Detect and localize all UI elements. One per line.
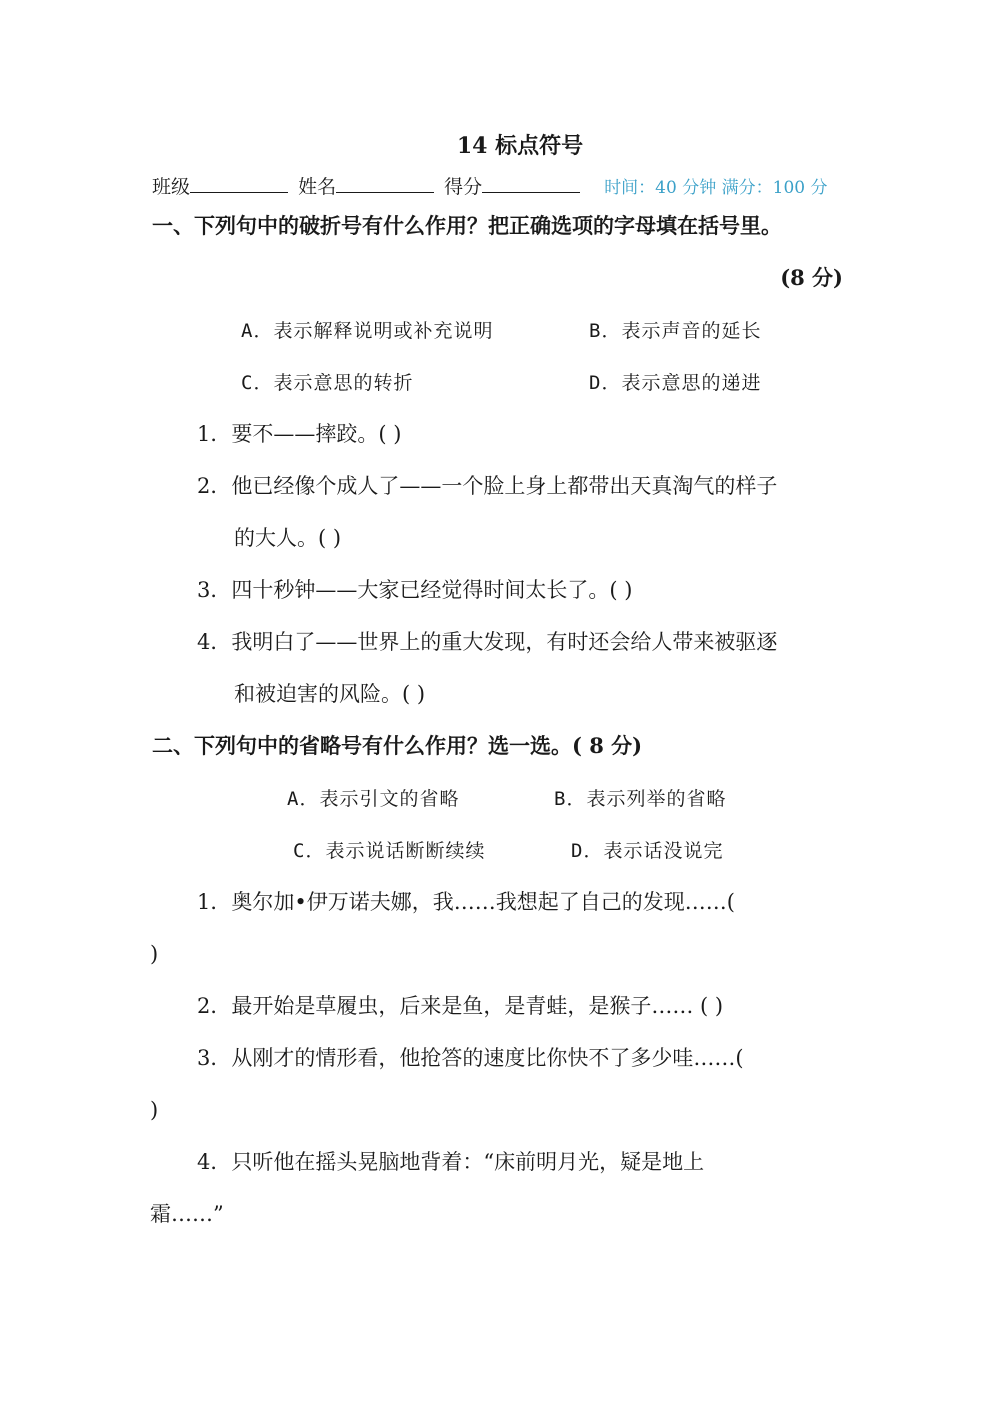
class-label: 班级 [152, 176, 191, 198]
score-blank[interactable] [482, 174, 580, 193]
section1-option-a: A．表示解释说明或补充说明 [241, 320, 494, 342]
section2-option-b: B．表示列举的省略 [554, 788, 727, 810]
section2-option-a: A．表示引文的省略 [287, 788, 460, 810]
time-info: 时间：40 分钟 满分：100 分 [604, 178, 828, 198]
section2-question-3-cont: ) [150, 1098, 159, 1122]
section2-heading: 二、下列句中的省略号有什么作用？选一选。( 8 分) [152, 733, 643, 758]
section1-question-3: 3．四十秒钟——大家已经觉得时间太长了。( ) [197, 578, 633, 602]
section2-option-c: C．表示说话断断续续 [293, 840, 486, 862]
section2-question-4-cont: 霜……” [150, 1202, 224, 1226]
section2-question-1-cont: ) [150, 942, 159, 966]
score-label: 得分 [444, 176, 483, 198]
name-label: 姓名 [298, 176, 337, 198]
section1-question-4: 4．我明白了——世界上的重大发现，有时还会给人带来被驱逐 [197, 630, 778, 654]
name-blank[interactable] [336, 174, 434, 193]
class-blank[interactable] [190, 174, 288, 193]
section1-score: (8 分) [780, 265, 843, 290]
section1-heading: 一、下列句中的破折号有什么作用？把正确选项的字母填在括号里。 [152, 213, 782, 238]
section2-question-2: 2．最开始是草履虫，后来是鱼，是青蛙，是猴子…… ( ) [197, 994, 724, 1018]
section2-option-d: D．表示话没说完 [571, 840, 724, 862]
section2-question-4: 4．只听他在摇头晃脑地背着：“床前明月光，疑是地上 [197, 1150, 705, 1174]
section1-question-2-cont: 的大人。( ) [234, 526, 342, 550]
section1-question-4-cont: 和被迫害的风险。( ) [234, 682, 426, 706]
section1-question-2: 2．他已经像个成人了——一个脸上身上都带出天真淘气的样子 [197, 474, 778, 498]
section1-option-d: D．表示意思的递进 [589, 372, 762, 394]
section1-question-1: 1．要不——摔跤。( ) [197, 422, 402, 446]
section2-question-3: 3．从刚才的情形看，他抢答的速度比你快不了多少哇……( [197, 1046, 744, 1070]
section1-option-b: B．表示声音的延长 [589, 320, 762, 342]
section1-option-c: C．表示意思的转折 [241, 372, 414, 394]
student-info-row [152, 173, 827, 202]
section2-question-1: 1．奥尔加•伊万诺夫娜，我……我想起了自己的发现……( [197, 890, 735, 914]
page-title: 14 标点符号 [456, 133, 584, 159]
